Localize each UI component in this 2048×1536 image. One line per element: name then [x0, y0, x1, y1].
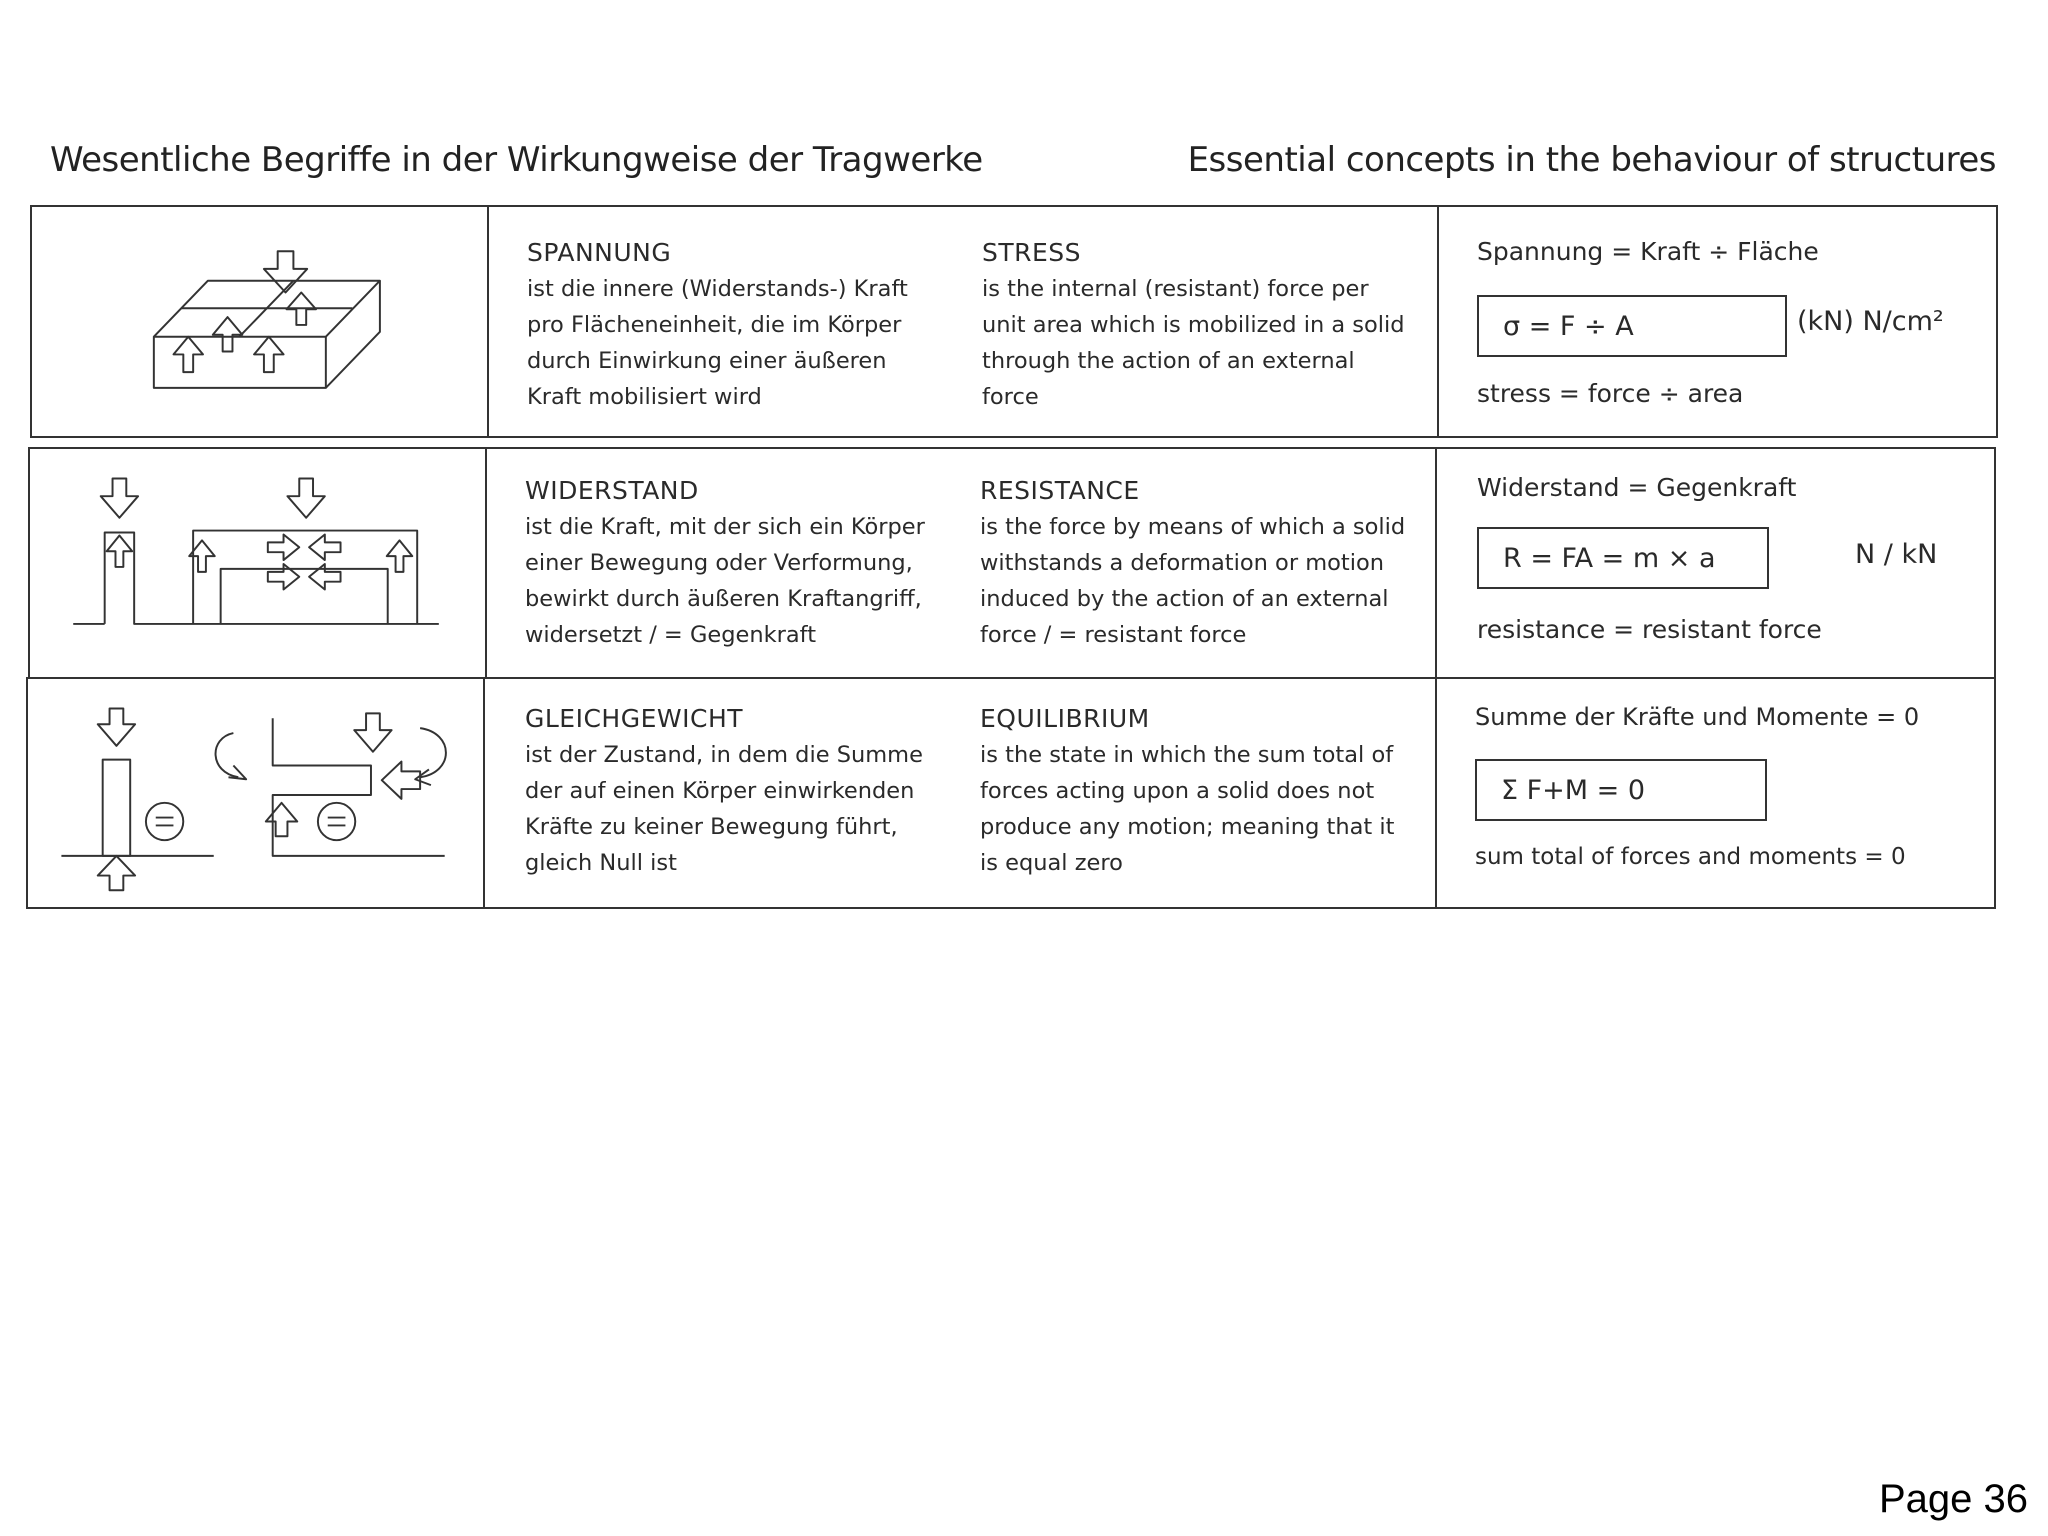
concept-row-resistance: [28, 447, 1996, 679]
term-title-spannung: SPANNUNG: [527, 238, 672, 267]
term-title-widerstand: WIDERSTAND: [525, 476, 699, 505]
term-definition-resistance: is the force by means of which a solid withstands a deformation or motion induced by the action of an external force / = resistant force: [980, 514, 1406, 648]
equilibrium-diagram: [28, 679, 483, 907]
concept-row-stress: [30, 205, 1998, 438]
term-definition-widerstand: ist die Kraft, mit der sich ein Körper einer Bewegung oder Verformung, bewirkt durch äußeren Kraftangriff, widersetzt / = Gegenkraft: [525, 514, 925, 648]
equilibrium-german-text: [525, 701, 945, 881]
equilibrium-formula-box: Σ F+M = 0: [1475, 759, 1767, 821]
resistance-diagram: [30, 449, 485, 677]
stress-english-text: [982, 235, 1412, 415]
resistance-formula-english: resistance = resistant force: [1477, 615, 1822, 644]
stress-unit: (kN) N/cm²: [1797, 306, 1944, 337]
term-definition-equilibrium: is the state in which the sum total of forces acting upon a solid does not produce any motion; meaning that it is equal zero: [980, 742, 1395, 876]
stress-formula-english: stress = force ÷ area: [1477, 379, 1744, 408]
resistance-german-text: [525, 473, 945, 653]
resistance-formula-box: R = FA = m × a: [1477, 527, 1769, 589]
concept-row-equilibrium: [26, 677, 1996, 909]
header-title-english: Essential concepts in the behaviour of structures: [1187, 140, 1996, 180]
stress-formula-german: Spannung = Kraft ÷ Fläche: [1477, 237, 1819, 266]
header-title-german: Wesentliche Begriffe in der Wirkungweise der Tragwerke: [50, 140, 983, 180]
resistance-english-text: [980, 473, 1410, 653]
term-definition-stress: is the internal (resistant) force per unit area which is mobilized in a solid through the action of an external force: [982, 276, 1405, 410]
term-definition-spannung: ist die innere (Widerstands-) Kraft pro Flächeneinheit, die im Körper durch Einwirkung einer äußeren Kraft mobilisiert wird: [527, 276, 908, 410]
term-title-resistance: RESISTANCE: [980, 476, 1140, 505]
stress-formula-box: σ = F ÷ A: [1477, 295, 1787, 357]
resistance-formula-german: Widerstand = Gegenkraft: [1477, 473, 1797, 502]
page-number: Page 36: [1878, 1477, 2028, 1521]
equilibrium-formula-english: sum total of forces and moments = 0: [1475, 844, 1906, 870]
term-title-stress: STRESS: [982, 238, 1082, 267]
stress-german-text: [527, 235, 947, 415]
equilibrium-english-text: [980, 701, 1410, 881]
stress-diagram: [32, 207, 487, 436]
resistance-unit: N / kN: [1855, 539, 1938, 570]
term-title-gleichgewicht: GLEICHGEWICHT: [525, 704, 744, 733]
equilibrium-formula-german: Summe der Kräfte und Momente = 0: [1475, 703, 1920, 731]
term-title-equilibrium: EQUILIBRIUM: [980, 704, 1150, 733]
term-definition-gleichgewicht: ist der Zustand, in dem die Summe der auf einen Körper einwirkenden Kräfte zu keiner Bewegung führt, gleich Null ist: [525, 742, 923, 876]
